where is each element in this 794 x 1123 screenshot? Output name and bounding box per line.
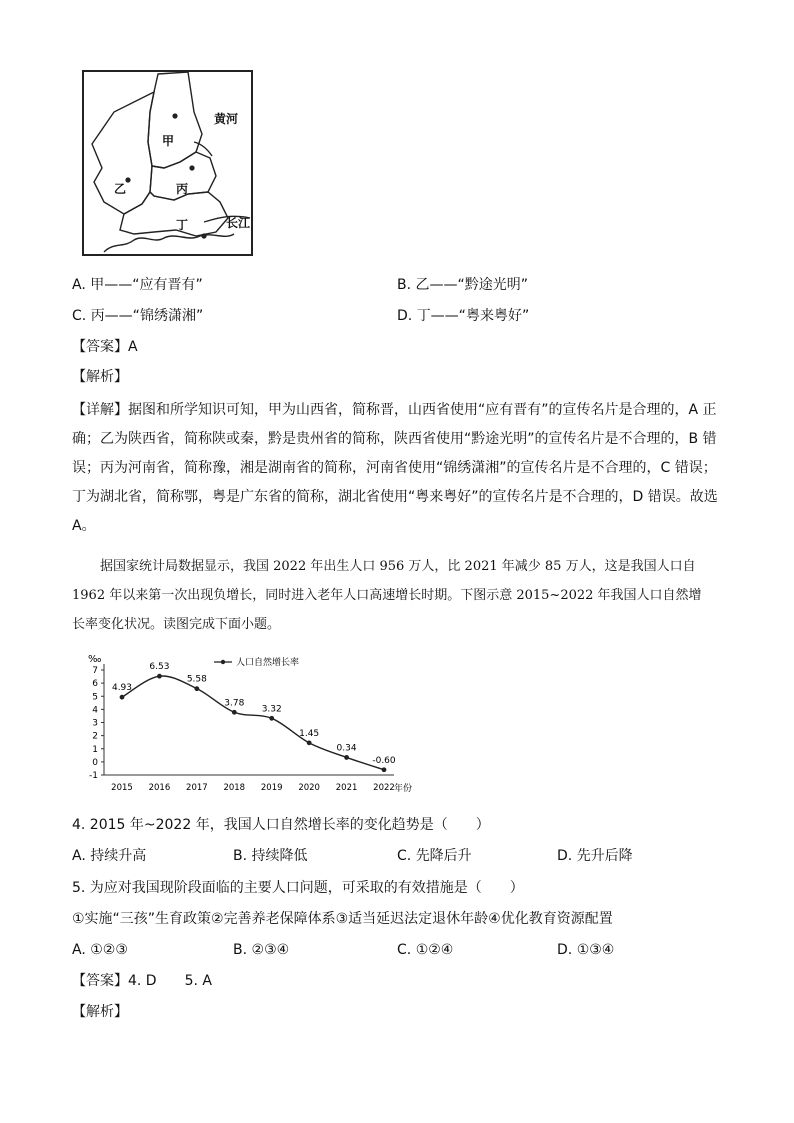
series-line	[122, 676, 384, 770]
y-tick-label: 3	[92, 718, 98, 729]
yi-capital-dot	[125, 177, 130, 182]
data-point	[269, 716, 274, 721]
q4-stem: 4. 2015 年~2022 年，我国人口自然增长率的变化趋势是（ ）	[72, 817, 490, 833]
data-point	[194, 686, 199, 691]
q5-option-d: D. ①③④	[557, 942, 615, 958]
label-jia: 甲	[162, 134, 175, 148]
x-tick-label: 2021	[335, 783, 358, 793]
q3-option-d: D. 丁——“粤来粤好”	[397, 308, 530, 324]
ding-boundary	[120, 192, 228, 236]
answers-4-5: 【答案】4. D 5. A	[72, 973, 212, 989]
label-changjiang: 长江	[226, 216, 251, 230]
y-axis-unit: ‰	[88, 654, 102, 665]
y-tick-label: 1	[92, 744, 98, 755]
data-point	[344, 755, 349, 760]
q5-option-a: A. ①②③	[72, 942, 128, 958]
x-axis-label: 年份	[394, 784, 413, 794]
y-tick-label: 2	[92, 731, 98, 742]
data-label: 1.45	[299, 728, 320, 739]
q5-stem: 5. 为应对我国现阶段面临的主要人口问题，可采取的有效措施是（ ）	[72, 880, 524, 896]
x-tick-label: 2015	[111, 783, 133, 793]
q3-analysis-tag: 【解析】	[72, 369, 128, 385]
data-label: 3.78	[224, 698, 245, 709]
legend-marker	[221, 660, 225, 664]
data-label: 6.53	[149, 662, 170, 673]
label-huanghe: 黄河	[214, 112, 239, 126]
label-ding: 丁	[176, 218, 189, 232]
x-tick-label: 2017	[186, 783, 208, 793]
ding-capital-dot	[201, 233, 206, 238]
q4-option-c: C. 先降后升	[397, 848, 472, 864]
south-boundary	[104, 234, 234, 252]
legend-label: 人口自然增长率	[236, 658, 300, 668]
q4-option-a: A. 持续升高	[72, 848, 147, 864]
x-tick-label: 2016	[148, 783, 171, 793]
q4-option-b: B. 持续降低	[233, 848, 308, 864]
data-label: 0.34	[336, 743, 357, 754]
chart-svg	[84, 650, 424, 800]
data-point	[232, 710, 237, 715]
data-label: -0.60	[372, 755, 396, 766]
q5-option-c: C. ①②④	[397, 942, 454, 958]
x-tick-label: 2019	[260, 783, 283, 793]
bing-capital-dot	[189, 165, 194, 170]
q3-option-c: C. 丙——“锦绣潇湘”	[72, 308, 204, 324]
data-point	[120, 695, 125, 700]
y-tick-label: 6	[92, 679, 98, 690]
data-label: 3.32	[261, 704, 282, 715]
data-label: 4.93	[111, 683, 133, 694]
label-yi: 乙	[114, 182, 127, 196]
q5-measures: ①实施“三孩”生育政策②完善养老保障体系③适当延迟法定退休年龄④优化教育资源配置	[72, 911, 613, 927]
y-tick-label: 5	[92, 692, 98, 703]
q4-option-d: D. 先升后降	[557, 848, 633, 864]
growth-rate-chart	[84, 650, 424, 800]
y-tick-label: -1	[89, 771, 98, 781]
passage: 据国家统计局数据显示，我国 2022 年出生人口 956 万人，比 2021 年减少 85 万人，这是我国人口自 1962 年以来第一次出现负增长，同时进入老年人口高速增长时期。下图示意 2015~2022 年我国人口自然增 长率变化状况。读图完成下面小题。	[72, 559, 702, 632]
q3-answer: 【答案】A	[72, 339, 138, 355]
q5-option-b: B. ②③④	[233, 942, 290, 958]
data-label: 5.58	[186, 674, 207, 685]
y-tick-label: 0	[92, 757, 98, 768]
q3-detail: 【详解】据图和所学知识可知，甲为山西省，简称晋，山西省使用“应有晋有”的宣传名片是合理的，A 正 确；乙为陕西省，简称陕或秦，黔是贵州省的简称，陕西省使用“黔途光明”的宣传名片是不合理的，B 错 误；丙为河南省，简称豫，湘是湖南省的简称，河南省使用“锦绣潇湘”的宣传名片是不合理的，C 错误； 丁为湖北省，简称鄂，粤是广东省的简称，湖北省使用“粤来粤好”的宣传名片是不合理的，D 错误。故选 A。	[72, 402, 718, 534]
label-bing: 丙	[176, 182, 189, 196]
q3-option-b: B. 乙——“黔途光明”	[397, 277, 529, 293]
data-point	[157, 674, 162, 679]
analysis-tag-2: 【解析】	[72, 1004, 128, 1020]
x-tick-label: 2020	[298, 783, 320, 793]
data-point	[382, 767, 387, 772]
jia-capital-dot	[172, 113, 177, 118]
province-map	[82, 70, 253, 256]
data-point	[307, 740, 312, 745]
x-tick-label: 2018	[223, 783, 246, 793]
y-tick-label: 7	[92, 666, 98, 676]
x-tick-label: 2022	[373, 783, 395, 793]
y-tick-label: 4	[92, 705, 98, 716]
q3-option-a: A. 甲——“应有晋有”	[72, 277, 203, 293]
